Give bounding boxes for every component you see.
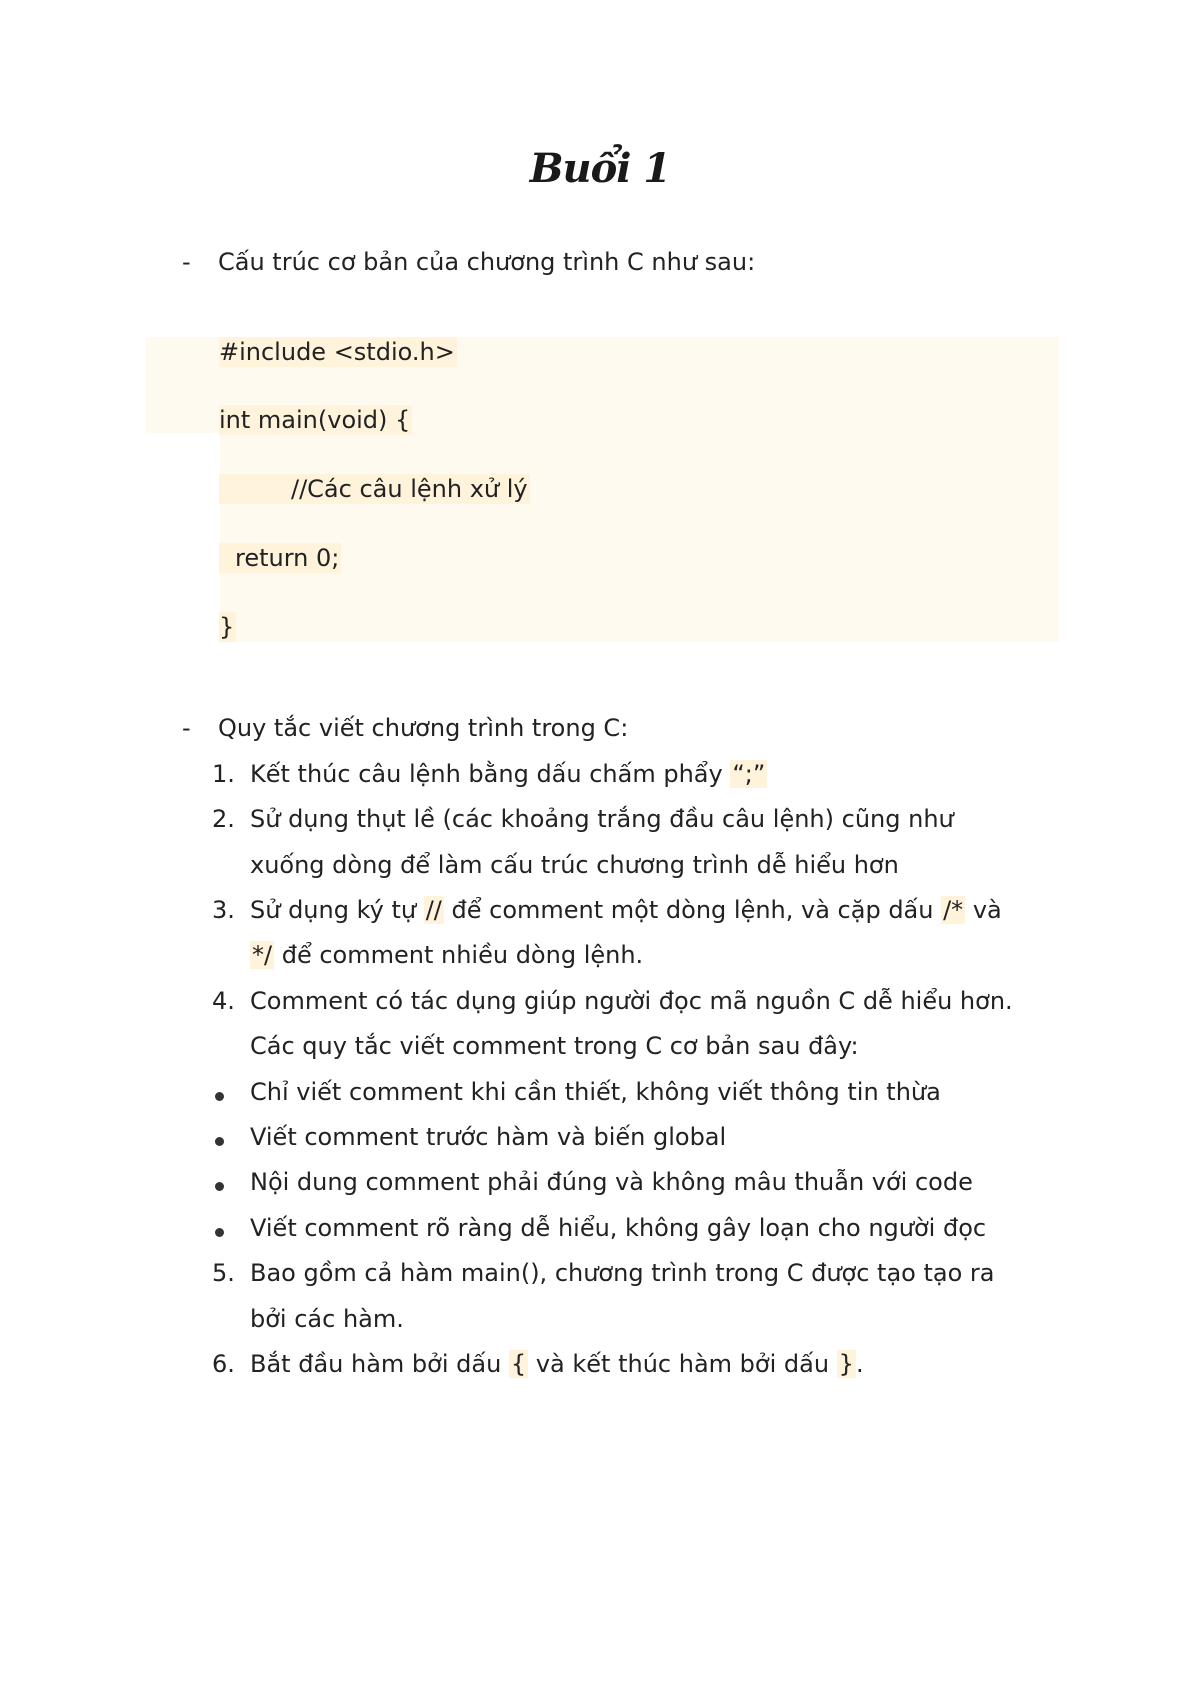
dash-marker: - — [182, 714, 191, 742]
bullet-item: Viết comment trước hàm và biến global — [250, 1123, 727, 1151]
code-line: #include <stdio.h> — [219, 338, 455, 366]
list-item: Bắt đầu hàm bởi dấu { và kết thúc hàm bởi dấu }. — [250, 1350, 864, 1378]
list-item: Kết thúc câu lệnh bằng dấu chấm phẩy “;” — [250, 760, 766, 788]
page-title: Buổi 1 — [529, 145, 671, 192]
bullet-icon — [215, 1182, 224, 1191]
list-number: 6. — [212, 1350, 235, 1378]
list-item: Comment có tác dụng giúp người đọc mã nguồn C dễ hiểu hơn. — [250, 987, 1013, 1015]
list-number: 1. — [212, 760, 235, 788]
list-item-continued: Các quy tắc viết comment trong C cơ bản sau đây: — [250, 1032, 859, 1060]
list-item: Sử dụng ký tự // để comment một dòng lệnh, và cặp dấu /* và — [250, 896, 1002, 924]
bullet-icon — [215, 1228, 224, 1237]
bullet-item: Nội dung comment phải đúng và không mâu thuẫn với code — [250, 1168, 973, 1196]
list-item: Sử dụng thụt lề (các khoảng trắng đầu câu lệnh) cũng như — [250, 805, 954, 833]
list-item-continued: bởi các hàm. — [250, 1305, 404, 1333]
rules-heading: Quy tắc viết chương trình trong C: — [218, 714, 629, 742]
bullet-icon — [215, 1092, 224, 1101]
code-line: //Các câu lệnh xử lý — [219, 474, 530, 504]
intro-text: Cấu trúc cơ bản của chương trình C như sau: — [218, 248, 756, 276]
list-item: Bao gồm cả hàm main(), chương trình trong C được tạo tạo ra — [250, 1259, 995, 1287]
list-number: 3. — [212, 896, 235, 924]
bullet-item: Viết comment rõ ràng dễ hiểu, không gây loạn cho người đọc — [250, 1214, 987, 1242]
code-line: return 0; — [219, 543, 341, 573]
list-number: 5. — [212, 1259, 235, 1287]
list-number: 2. — [212, 805, 235, 833]
list-item-continued: */ để comment nhiều dòng lệnh. — [252, 941, 644, 969]
code-line: int main(void) { — [219, 406, 411, 434]
list-number: 4. — [212, 987, 235, 1015]
bullet-icon — [215, 1137, 224, 1146]
list-item-continued: xuống dòng để làm cấu trúc chương trình dễ hiểu hơn — [250, 851, 899, 879]
code-line: } — [219, 613, 235, 641]
dash-marker: - — [182, 248, 191, 276]
bullet-item: Chỉ viết comment khi cần thiết, không viết thông tin thừa — [250, 1078, 941, 1106]
